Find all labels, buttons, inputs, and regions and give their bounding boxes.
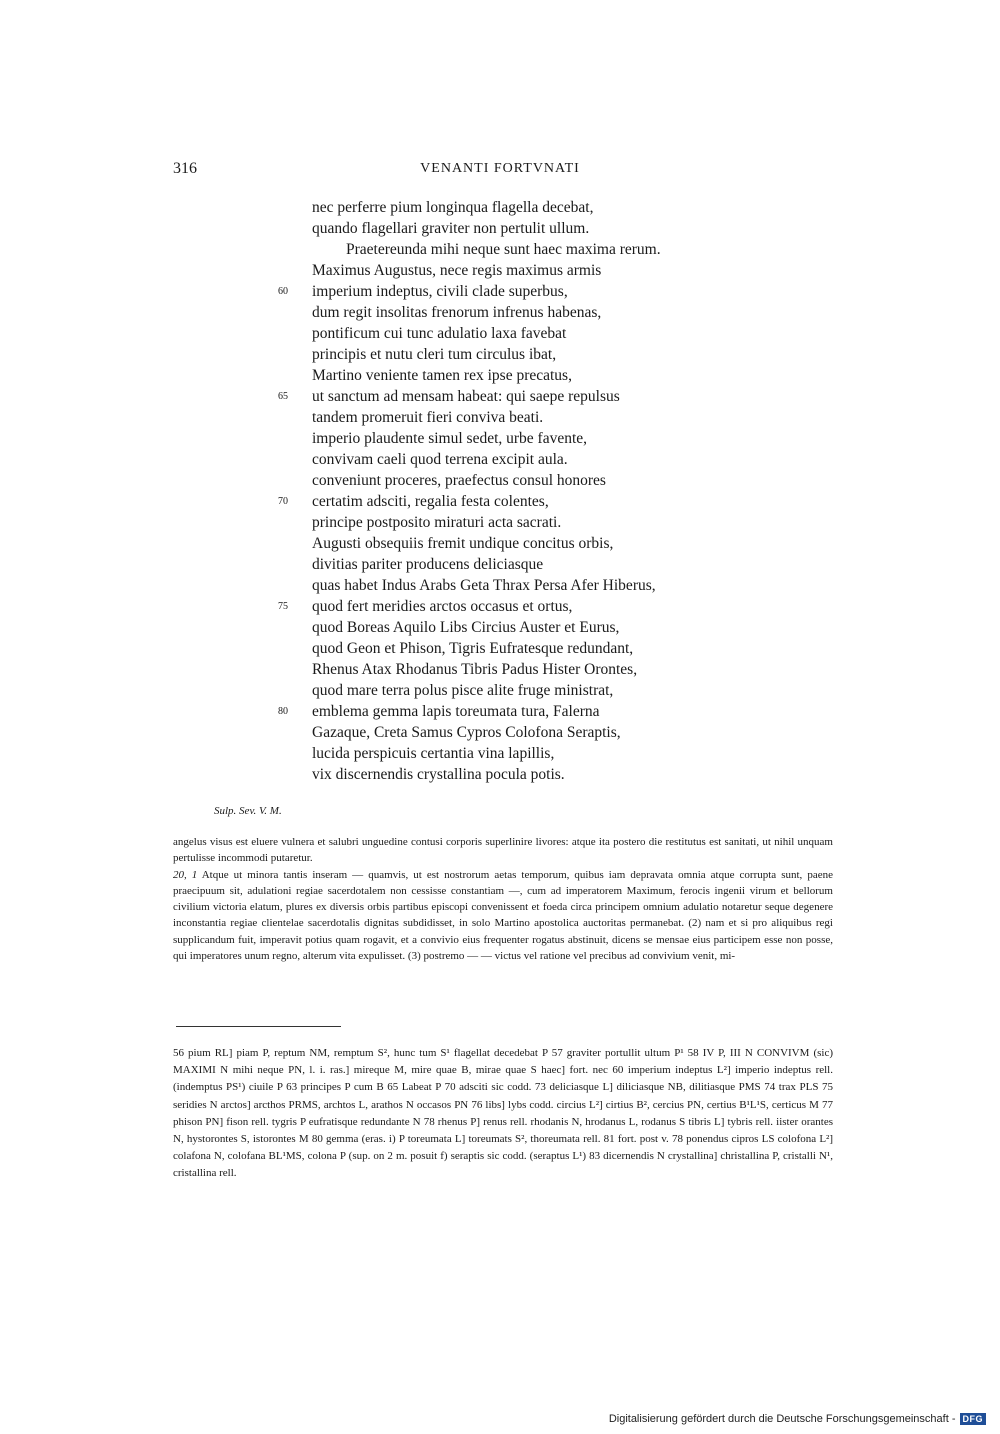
line-number: 80 <box>278 706 288 717</box>
verse-line <box>0 281 1000 302</box>
verse-line <box>0 575 1000 596</box>
verse-text: Maximus Augustus, nece regis maximus armis <box>312 262 602 279</box>
paragraph-text: Atque ut minora tantis inseram — quamvis, ut est nostrorum aetas temporum, quibus iam depravata omnia atque corrupta sunt, paene praecipuum sit, adulationi regiae sacerdotalem non cessisse constantiam —, cum ad imperatorem Maximum, ferocis ingenii virum et bellorum civilium victoria elatum, plures ex diversis orbis partibus episcopi convenissent et foeda circa principem omnium adulatio notaretur seque degenere inconstantia regiae clientelae sacerdotalis dignitas subdidisset, in solo Martino apostolica auctoritas permanebat. (2) nam et si pro aliquibus regi supplicandum fuit, imperavit potius quam rogavit, et a convivio eius frequenter rogatus abstinuit, dicens se mensae eius participem esse non posse, qui imperatores unum regno, alterum vita expulisset. (3) postremo — — victus vel ratione vel precibus ad convivium venit, mi- <box>173 868 833 963</box>
verse-text: tandem promeruit fieri conviva beati. <box>312 409 544 426</box>
verse-text: quod fert meridies arctos occasus et ortus, <box>312 598 573 615</box>
line-number: 75 <box>278 601 288 612</box>
verse-text: dum regit insolitas frenorum infrenus habenas, <box>312 304 602 321</box>
verse-line <box>0 554 1000 575</box>
verse-line <box>0 323 1000 344</box>
verse-text: Martino veniente tamen rex ipse precatus, <box>312 367 572 384</box>
page-number: 316 <box>173 160 197 177</box>
verse-line <box>0 197 1000 218</box>
verse-line <box>0 701 1000 722</box>
verse-text: Augusti obsequiis fremit undique concitus orbis, <box>312 535 614 552</box>
verse-line <box>0 764 1000 785</box>
digitization-footer <box>609 1413 986 1425</box>
verse-text: quod Geon et Phison, Tigris Eufratesque redundant, <box>312 640 634 657</box>
verse-line <box>0 659 1000 680</box>
verse-text: lucida perspicuis certantia vina lapillis, <box>312 745 555 762</box>
verse-text: divitias pariter producens deliciasque <box>312 556 544 573</box>
verse-line <box>0 491 1000 512</box>
verse-text: conveniunt proceres, praefectus consul honores <box>312 472 606 489</box>
verse-text: imperium indeptus, civili clade superbus, <box>312 283 568 300</box>
verse-text: quas habet Indus Arabs Geta Thrax Persa Afer Hiberus, <box>312 577 656 594</box>
verse-text: ut sanctum ad mensam habeat: qui saepe repulsus <box>312 388 620 405</box>
running-head: VENANTI FORTVNATI <box>420 161 580 176</box>
verse-text: pontificum cui tunc adulatio laxa favebat <box>312 325 567 342</box>
prose-text <box>173 834 833 964</box>
line-number: 70 <box>278 496 288 507</box>
verse-block <box>0 197 1000 785</box>
verse-line <box>0 596 1000 617</box>
verse-text: quod mare terra polus pisce alite fruge ministrat, <box>312 682 614 699</box>
verse-text: Rhenus Atax Rhodanus Tibris Padus Hister Orontes, <box>312 661 638 678</box>
verse-text: emblema gemma lapis toreumata tura, Falerna <box>312 703 600 720</box>
verse-line <box>0 260 1000 281</box>
verse-text: imperio plaudente simul sedet, urbe favente, <box>312 430 588 447</box>
verse-text: convivam caeli quod terrena excipit aula. <box>312 451 568 468</box>
verse-line <box>0 533 1000 554</box>
dfg-logo: DFG <box>960 1413 987 1425</box>
verse-line <box>0 344 1000 365</box>
critical-apparatus <box>173 1045 833 1183</box>
verse-line <box>0 365 1000 386</box>
verse-text: vix discernendis crystallina pocula potis. <box>312 766 565 783</box>
verse-line <box>0 722 1000 743</box>
verse-line <box>0 218 1000 239</box>
verse-line <box>0 680 1000 701</box>
verse-line <box>0 617 1000 638</box>
footer-text: Digitalisierung gefördert durch die Deutsche Forschungsgemeinschaft - <box>608 1413 956 1425</box>
verse-line <box>0 512 1000 533</box>
verse-text: Praetereunda mihi neque sunt haec maxima rerum. <box>346 241 661 258</box>
line-number: 65 <box>278 391 288 402</box>
prose-paragraph: angelus visus est eluere vulnera et salubri unguedine contusi corporis superlinire livores: atque ita postero die restitutus est sanitati, ut nihil unquam pertulisse incommodi putaretur. <box>173 836 833 865</box>
verse-text: certatim adsciti, regalia festa colentes, <box>312 493 549 510</box>
source-reference: Sulp. Sev. V. M. <box>214 805 282 817</box>
verse-line <box>0 239 1000 260</box>
verse-line <box>0 407 1000 428</box>
verse-line <box>0 638 1000 659</box>
footnote-rule <box>176 1026 341 1027</box>
verse-line <box>0 386 1000 407</box>
verse-text: Gazaque, Creta Samus Cypros Colofona Seraptis, <box>312 724 621 741</box>
paragraph-number: 20, 1 <box>173 868 198 881</box>
verse-line <box>0 302 1000 323</box>
prose-paragraph <box>173 867 833 965</box>
verse-text: nec perferre pium longinqua flagella decebat, <box>312 199 594 216</box>
verse-line <box>0 470 1000 491</box>
verse-line <box>0 743 1000 764</box>
apparatus-text: 56 pium RL] piam P, reptum NM, remptum S², hunc tum S¹ flagellat decedebat P 57 graviter portullit ultum P¹ 58 IV P, III N CONVIVM (sic) MAXIMI N mihi neque PN, l. i. ras.] mireque M, mire quae B, mirae quae S haec] fort. nec 60 imperium indeptus L²] imperio indeptus rell. (indemptus PS¹) ciuile P 63 principes P cum B 65 Labeat P 70 adsciti sic codd. 73 deliciasque L] diliciasque NB, dilitiasque PMS 74 trax PLS 75 seridies N arctos] arcthos PRMS, archtos L, arathos N occasos PN 76 libs] lybs codd. circius L²] cirtius B², cercius PN, certius B¹L¹S, certicus M 77 phison PN] fison rell. tygris P eufratisque redundante N 78 rhenus P] renus rell. rhodanis N, hrodanus L, rodanus S tibris L] tybris rell. iister orantes N, hystorontes S, istorontes M 80 gemma (eras. i) P toreumata L] toreumats S², thoreumata rell. 81 fort. post v. 78 ponendus cipros LS colofona L²] colafona N, colofana BL¹MS, colona P (sup. on 2 m. posuit f) seraptis sic codd. (seraptus L¹) 83 dicernendis N crystallina] christallina P, cristalli N¹, cristallina rell. <box>173 1047 833 1180</box>
verse-line <box>0 428 1000 449</box>
verse-text: principis et nutu cleri tum circulus ibat, <box>312 346 557 363</box>
verse-text: quod Boreas Aquilo Libs Circius Auster et Eurus, <box>312 619 620 636</box>
line-number: 60 <box>278 286 288 297</box>
verse-line <box>0 449 1000 470</box>
verse-text: quando flagellari graviter non pertulit ullum. <box>312 220 590 237</box>
verse-text: principe postposito miraturi acta sacrati. <box>312 514 562 531</box>
